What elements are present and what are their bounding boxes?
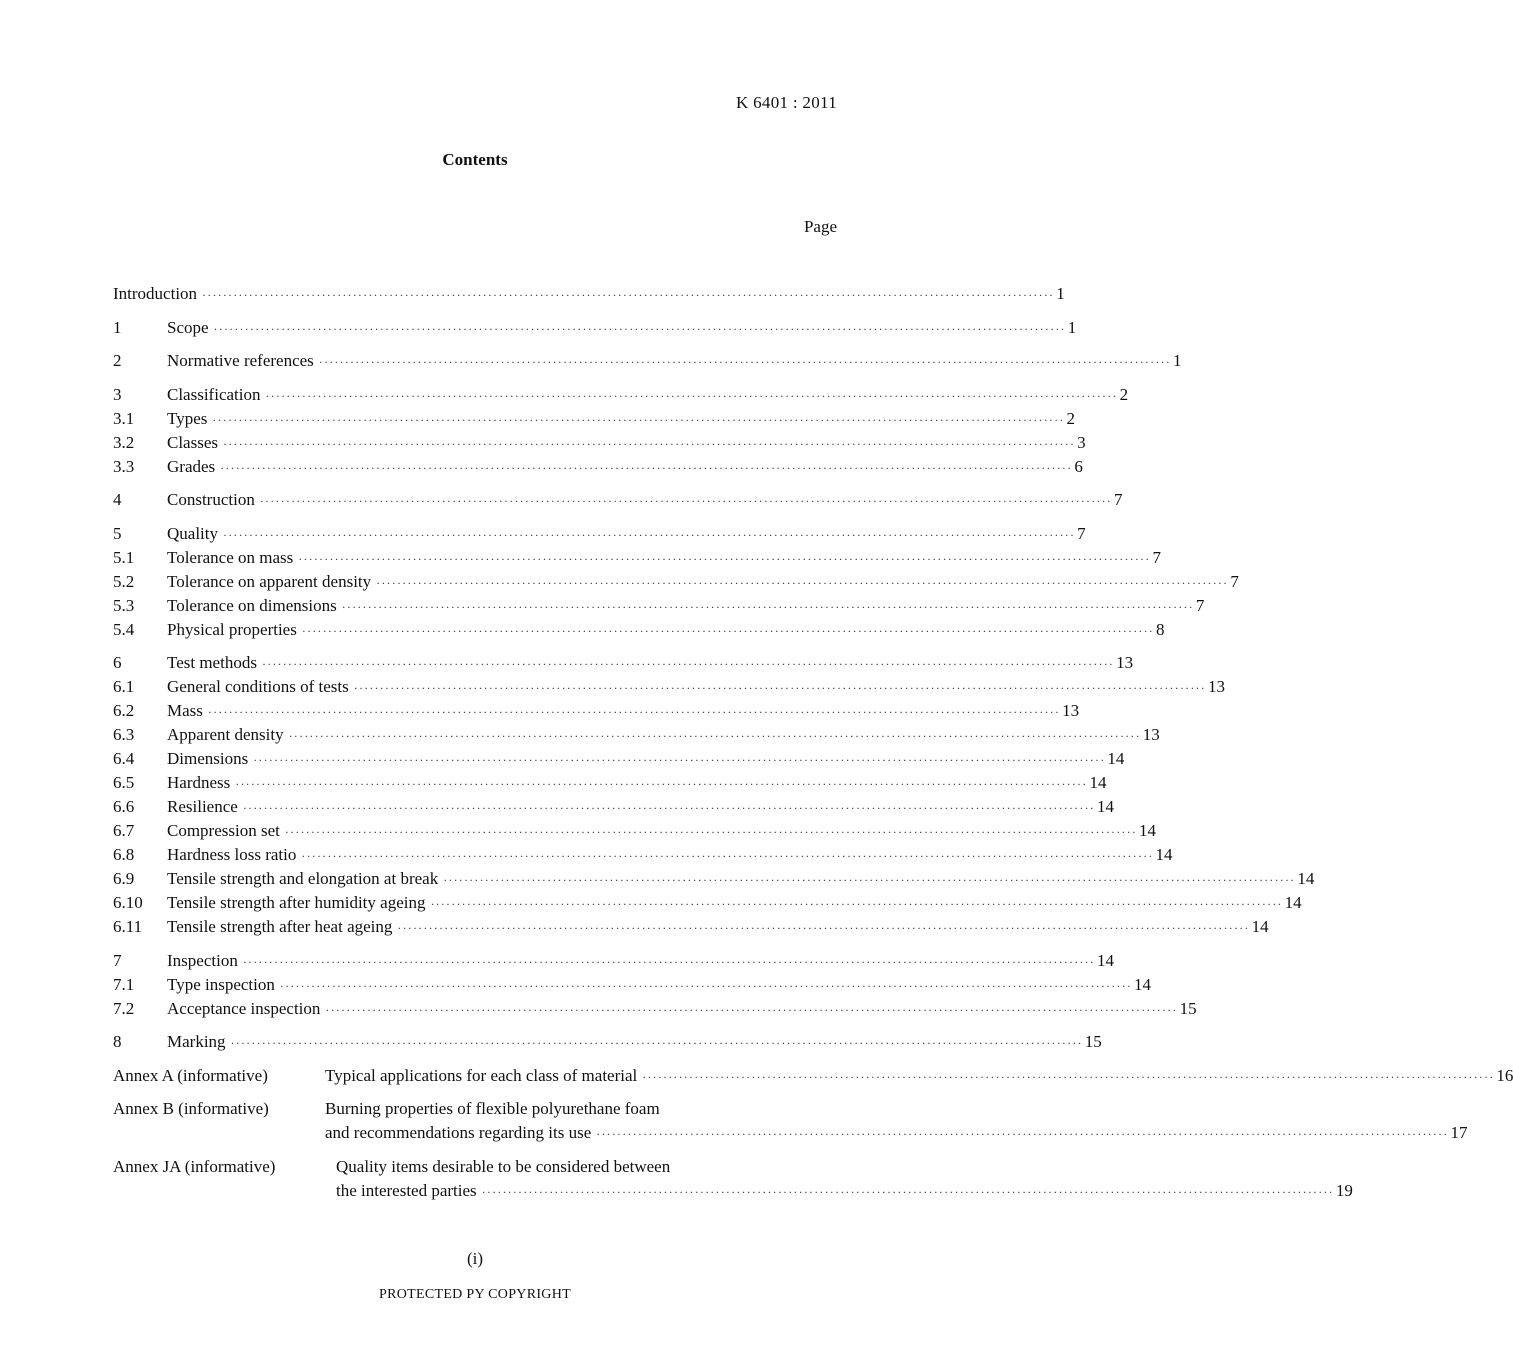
dot-leader <box>482 1180 1334 1204</box>
dot-leader <box>223 523 1075 547</box>
toc-entry-title: Type inspection <box>167 974 275 994</box>
toc-entry-test-methods[interactable] <box>113 651 1134 675</box>
toc-entry-number: 6 <box>113 653 122 672</box>
toc-entry-page: 14 <box>1089 773 1107 792</box>
annex-label: Annex B (informative) <box>113 1099 269 1118</box>
toc-entry-title: Quality items desirable to be considered between <box>336 1156 671 1176</box>
dot-leader <box>596 1122 1448 1146</box>
toc-entry-title: Physical properties <box>167 619 297 639</box>
toc-entry-title: Typical applications for each class of material <box>325 1065 638 1085</box>
toc-entry-page: 13 <box>1142 725 1160 744</box>
toc-entry-number: 8 <box>113 1032 122 1051</box>
dot-leader <box>235 772 1087 796</box>
dot-leader <box>430 892 1282 916</box>
document-code: K 6401 : 2011 <box>735 93 837 112</box>
toc-entry-page: 14 <box>1139 821 1157 840</box>
toc-entry-compression-set[interactable] <box>113 819 1157 843</box>
page-title: Contents <box>442 150 508 169</box>
toc-entry-number: 6.10 <box>113 893 143 912</box>
toc-entry-title-continued: the interested parties <box>336 1180 477 1200</box>
toc-entry-classification[interactable] <box>113 383 1129 407</box>
toc-entry-tolerance-dimensions[interactable] <box>113 594 1205 618</box>
toc-entry-number: 5 <box>113 523 122 543</box>
dot-leader <box>214 317 1066 341</box>
toc-entry-number: 1 <box>113 317 122 337</box>
toc-entry-quality[interactable] <box>113 522 1086 546</box>
dot-leader <box>289 724 1141 748</box>
toc-entry-hardness[interactable] <box>113 771 1107 795</box>
toc-entry-page: 7 <box>1152 547 1161 567</box>
toc-entry-page: 2 <box>1066 408 1076 428</box>
toc-entry-title: Tensile strength after heat ageing <box>167 917 393 936</box>
toc-entry-grades[interactable] <box>113 455 1083 479</box>
toc-entry-page: 1 <box>1172 351 1182 370</box>
toc-entry-page: 14 <box>1107 749 1125 768</box>
toc-entry-page: 14 <box>1155 845 1173 864</box>
toc-entry-general-conditions[interactable] <box>113 675 1225 699</box>
dot-leader <box>443 868 1295 892</box>
toc-entry-page: 2 <box>1119 384 1129 404</box>
toc-entry-page: 14 <box>1284 893 1302 912</box>
toc-entry-physical-properties[interactable] <box>113 618 1165 642</box>
toc-entry-tensile-elongation[interactable] <box>113 867 1315 891</box>
dot-leader <box>354 676 1206 700</box>
toc-entry-number: 5.3 <box>113 595 135 615</box>
dot-leader <box>397 916 1249 940</box>
toc-entry-page: 14 <box>1097 950 1114 970</box>
table-of-contents <box>113 282 1513 1203</box>
toc-entry-number: 5.4 <box>113 619 135 639</box>
toc-entry-classes[interactable] <box>113 431 1086 455</box>
toc-entry-number: 4 <box>113 490 122 509</box>
dot-leader <box>243 796 1095 820</box>
toc-entry-number: 7 <box>113 950 122 970</box>
dot-leader <box>265 384 1117 408</box>
annex-label: Annex JA (informative) <box>113 1156 276 1176</box>
toc-entry-page: 1 <box>1067 317 1077 337</box>
toc-entry-number: 6.7 <box>113 821 135 840</box>
dot-leader <box>262 652 1114 676</box>
toc-entry-number: 6.2 <box>113 701 135 720</box>
toc-entry-title: Grades <box>167 456 216 476</box>
toc-entry-tolerance-density[interactable] <box>113 570 1239 594</box>
toc-entry-title: Hardness loss ratio <box>167 845 297 864</box>
dot-leader <box>243 950 1095 974</box>
toc-entry-page: 14 <box>1297 869 1315 888</box>
toc-entry-mass[interactable] <box>113 699 1080 723</box>
copyright-notice: PROTECTED PY COPYRIGHT <box>379 1287 571 1302</box>
toc-entry-title: Acceptance inspection <box>167 998 321 1018</box>
toc-entry-page: 14 <box>1134 974 1152 994</box>
toc-entry-page: 14 <box>1251 917 1269 936</box>
toc-entry-title: Dimensions <box>167 749 249 768</box>
toc-entry-title: Tolerance on apparent density <box>167 571 372 591</box>
toc-entry-page: 6 <box>1074 456 1083 476</box>
toc-entry-number: 7.1 <box>113 974 135 994</box>
dot-leader <box>319 350 1171 374</box>
toc-entry-title: Tensile strength and elongation at break <box>167 869 439 888</box>
toc-entry-title: Apparent density <box>167 725 284 744</box>
toc-entry-title: Marking <box>167 1032 226 1051</box>
dot-leader <box>202 283 1054 307</box>
toc-entry-apparent-density[interactable] <box>113 723 1160 747</box>
dot-leader <box>642 1065 1494 1089</box>
toc-entry-number: 6.6 <box>113 797 135 816</box>
dot-leader <box>260 489 1112 513</box>
toc-entry-title: Inspection <box>167 950 238 970</box>
toc-entry-number: 6.9 <box>113 869 135 888</box>
toc-entry-tensile-heat[interactable] <box>113 915 1269 939</box>
toc-entry-title: Types <box>167 408 208 428</box>
dot-leader <box>376 571 1228 595</box>
dot-leader <box>301 844 1153 868</box>
toc-entry-page: 13 <box>1116 653 1134 672</box>
toc-entry-normative-references[interactable] <box>113 349 1182 373</box>
toc-entry-title: Resilience <box>167 797 238 816</box>
toc-entry-title: Mass <box>167 701 203 720</box>
toc-entry-number: 3.1 <box>113 408 135 428</box>
page-number: (i) <box>466 1249 484 1268</box>
toc-entry-acceptance-inspection[interactable] <box>113 997 1197 1021</box>
toc-entry-title: General conditions of tests <box>167 677 349 696</box>
toc-entry-number: 3.2 <box>113 432 135 452</box>
toc-entry-tensile-humidity[interactable] <box>113 891 1302 915</box>
toc-entry-number: 7.2 <box>113 998 135 1018</box>
toc-entry-title: Construction <box>167 490 255 509</box>
toc-entry-hardness-loss-ratio[interactable] <box>113 843 1173 867</box>
toc-entry-page: 8 <box>1156 619 1165 639</box>
toc-entry-title: Burning properties of flexible polyurethane foam <box>325 1099 660 1118</box>
toc-entry-number: 3 <box>113 384 122 404</box>
toc-entry-page: 15 <box>1084 1032 1102 1051</box>
toc-entry-title: Compression set <box>167 821 280 840</box>
toc-entry-page: 14 <box>1096 797 1114 816</box>
toc-entry-annex-a[interactable] <box>113 1064 1513 1088</box>
dot-leader <box>253 748 1105 772</box>
toc-entry-annex-ja[interactable] <box>113 1155 1353 1203</box>
toc-entry-page: 17 <box>1450 1123 1468 1142</box>
toc-entry-marking[interactable] <box>113 1030 1102 1054</box>
toc-entry-title: Normative references <box>167 351 314 370</box>
toc-entry-number: 6.5 <box>113 773 135 792</box>
toc-entry-title: Tolerance on dimensions <box>167 595 337 615</box>
dot-leader <box>298 547 1150 571</box>
toc-entry-title: Quality <box>167 523 218 543</box>
dot-leader <box>342 595 1194 619</box>
toc-entry-number: 5.2 <box>113 571 135 591</box>
toc-entry-number: 5.1 <box>113 547 135 567</box>
toc-entry-inspection[interactable] <box>113 949 1114 973</box>
toc-entry-tolerance-mass[interactable] <box>113 546 1161 570</box>
toc-entry-title: Tensile strength after humidity ageing <box>167 893 426 912</box>
toc-entry-title: Classes <box>167 432 218 452</box>
dot-leader <box>280 974 1132 998</box>
toc-entry-title: Introduction <box>113 284 198 303</box>
toc-entry-number: 6.8 <box>113 845 135 864</box>
toc-entry-page: 7 <box>1195 595 1205 615</box>
dot-leader <box>212 408 1064 432</box>
annex-label: Annex A (informative) <box>113 1065 268 1085</box>
dot-leader <box>302 619 1154 643</box>
toc-entry-number: 6.1 <box>113 677 135 696</box>
dot-leader <box>231 1031 1083 1055</box>
dot-leader <box>285 820 1137 844</box>
toc-entry-title-continued: and recommendations regarding its use <box>325 1123 592 1142</box>
toc-entry-title: Tolerance on mass <box>167 547 294 567</box>
toc-entry-annex-b[interactable] <box>113 1097 1468 1145</box>
toc-entry-resilience[interactable] <box>113 795 1114 819</box>
toc-entry-page: 16 <box>1496 1065 1513 1085</box>
dot-leader <box>208 700 1060 724</box>
toc-entry-number: 2 <box>113 351 122 370</box>
toc-entry-page: 7 <box>1077 523 1086 543</box>
toc-entry-scope[interactable] <box>113 316 1077 340</box>
dot-leader <box>220 456 1072 480</box>
dot-leader <box>223 432 1075 456</box>
toc-entry-page: 13 <box>1207 677 1225 696</box>
page-column-header: Page <box>803 217 837 236</box>
toc-entry-dimensions[interactable] <box>113 747 1125 771</box>
toc-entry-page: 1 <box>1056 284 1065 303</box>
toc-entry-type-inspection[interactable] <box>113 973 1152 997</box>
toc-entry-introduction[interactable] <box>113 282 1065 306</box>
toc-entry-page: 15 <box>1179 998 1197 1018</box>
toc-entry-page: 7 <box>1114 490 1123 509</box>
toc-entry-number: 6.3 <box>113 725 135 744</box>
toc-entry-page: 7 <box>1230 571 1239 591</box>
toc-entry-number: 6.4 <box>113 749 135 768</box>
toc-entry-title: Scope <box>167 317 209 337</box>
toc-entry-page: 13 <box>1062 701 1080 720</box>
toc-entry-construction[interactable] <box>113 488 1123 512</box>
toc-entry-page: 19 <box>1335 1180 1353 1200</box>
toc-entry-title: Hardness <box>167 773 231 792</box>
toc-entry-types[interactable] <box>113 407 1076 431</box>
toc-entry-title: Classification <box>167 384 261 404</box>
toc-entry-title: Test methods <box>167 653 257 672</box>
toc-entry-number: 6.11 <box>113 917 143 936</box>
toc-entry-number: 3.3 <box>113 456 135 476</box>
toc-entry-page: 3 <box>1077 432 1086 452</box>
dot-leader <box>325 998 1177 1022</box>
